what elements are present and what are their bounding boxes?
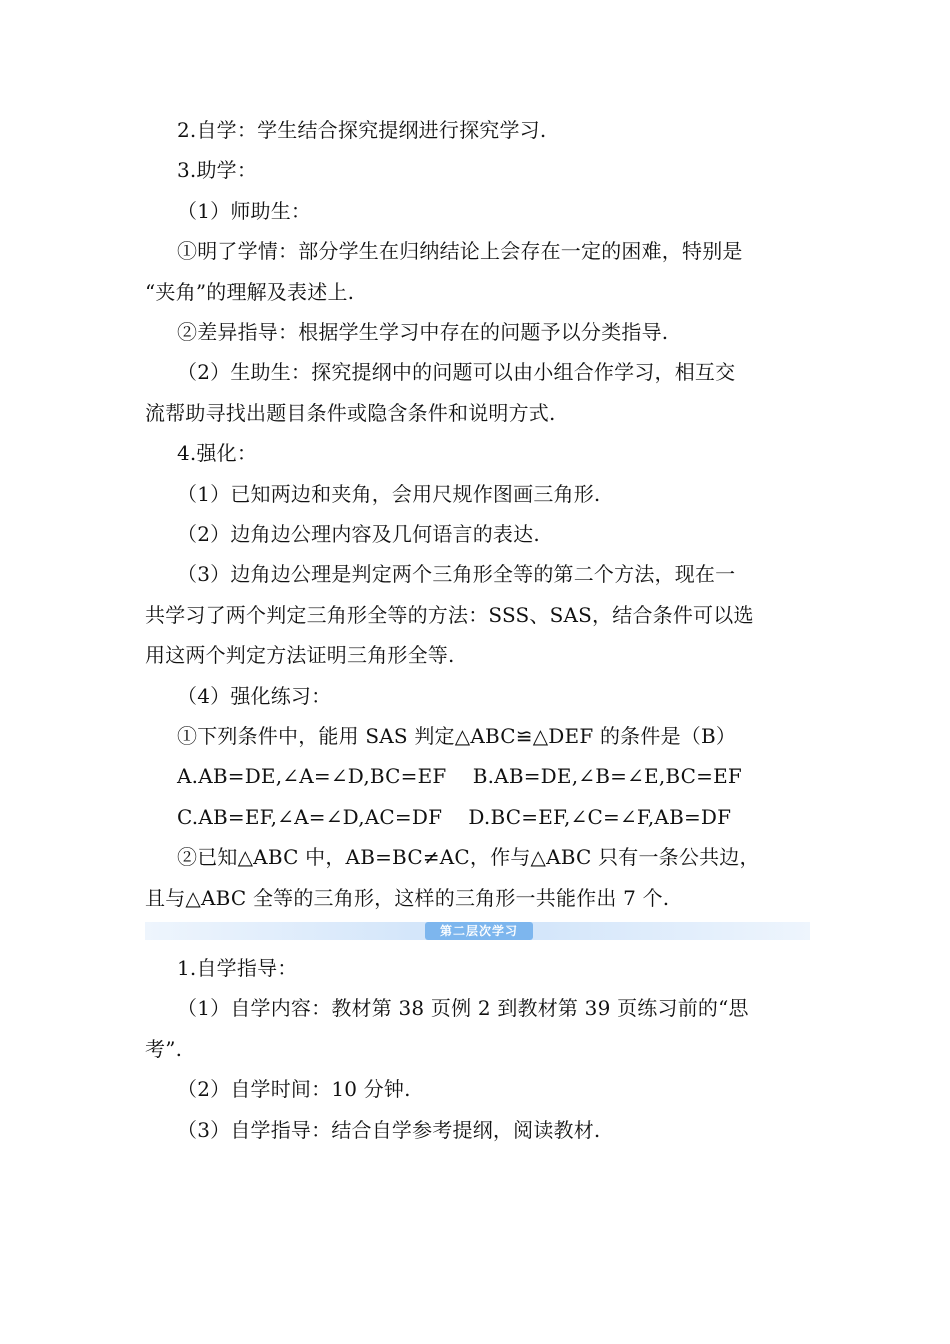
paragraph-study-content-2: 考”.	[145, 1037, 183, 1061]
paragraph-reinforce-3a: （3）边角边公理是判定两个三角形全等的第二个方法，现在一	[177, 562, 736, 586]
paragraph-reinforce-3b: 共学习了两个判定三角形全等的方法：SSS、SAS，结合条件可以选	[145, 603, 754, 627]
paragraph-learning-situation-1: ①明了学情：部分学生在归纳结论上会存在一定的困难，特别是	[177, 239, 743, 263]
question-2b: 且与△ABC 全等的三角形，这样的三角形一共能作出 7 个.	[145, 886, 670, 910]
heading-assist: 3.助学：	[177, 158, 258, 182]
section-divider-label: 第二层次学习	[425, 922, 533, 940]
paragraph-differentiated-guidance: ②差异指导：根据学生学习中存在的问题予以分类指导.	[177, 320, 669, 344]
paragraph-self-study: 2.自学：学生结合探究提纲进行探究学习.	[177, 118, 547, 142]
paragraph-reinforce-2: （2）边角边公理内容及几何语言的表达.	[177, 522, 540, 546]
paragraph-peer-assist-2: 流帮助寻找出题目条件或隐含条件和说明方式.	[145, 401, 556, 425]
paragraph-reinforce-1: （1）已知两边和夹角，会用尺规作图画三角形.	[177, 482, 601, 506]
paragraph-study-guidance: （3）自学指导：结合自学参考提纲，阅读教材.	[177, 1118, 601, 1142]
paragraph-peer-assist-1: （2）生助生：探究提纲中的问题可以由小组合作学习，相互交	[177, 360, 736, 384]
heading-reinforce: 4.强化：	[177, 441, 258, 465]
heading-teacher-assist: （1）师助生：	[177, 199, 312, 223]
question-2a: ②已知△ABC 中，AB=BC≠AC，作与△ABC 只有一条公共边，	[177, 845, 760, 869]
heading-self-study-guide: 1.自学指导：	[177, 956, 298, 980]
heading-practice: （4）强化练习：	[177, 684, 332, 708]
question-1-options-cd: C.AB=EF,∠A=∠D,AC=DF D.BC=EF,∠C=∠F,AB=DF	[177, 805, 732, 829]
paragraph-study-time: （2）自学时间：10 分钟.	[177, 1077, 411, 1101]
paragraph-learning-situation-2: “夹角”的理解及表述上.	[145, 280, 355, 304]
paragraph-reinforce-3c: 用这两个判定方法证明三角形全等.	[145, 643, 455, 667]
question-1-options-ab: A.AB=DE,∠A=∠D,BC=EF B.AB=DE,∠B=∠E,BC=EF	[177, 764, 743, 788]
question-1: ①下列条件中，能用 SAS 判定△ABC≌△DEF 的条件是（B）	[177, 724, 737, 748]
paragraph-study-content-1: （1）自学内容：教材第 38 页例 2 到教材第 39 页练习前的“思	[177, 996, 749, 1020]
